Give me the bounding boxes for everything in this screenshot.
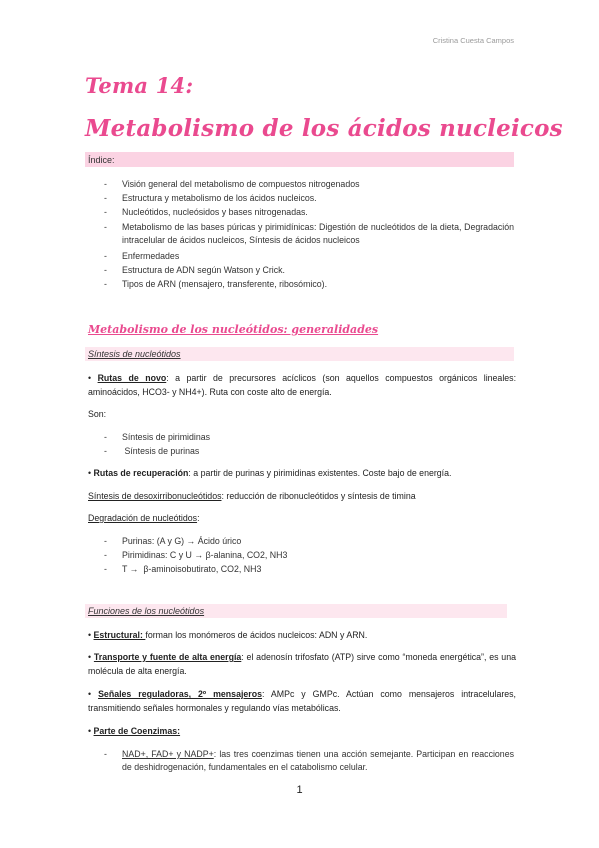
- desoxi-label: Síntesis de desoxirribonucleótidos: [88, 491, 222, 501]
- rutas-novo-text: : a partir de precursores acíclicos (son aquellos compuestos orgánicos lineales: aminoácidos, HCO3- y NH4+). Ruta con coste alto de energía.: [88, 373, 517, 397]
- index-band: [85, 152, 514, 167]
- list-dash: -: [104, 536, 107, 546]
- estructural-text: forman los monómeros de ácidos nucleicos: ADN y ARN.: [145, 630, 368, 640]
- paragraph-transporte: [88, 651, 516, 678]
- degradacion-colon: :: [197, 513, 200, 523]
- paragraph-rutas-recuperacion: [88, 467, 516, 481]
- transporte-label: Transporte y fuente de alta energía: [93, 652, 242, 662]
- list-dash: -: [104, 550, 107, 560]
- list-dash: -: [104, 446, 107, 456]
- list-dash: -: [104, 193, 107, 203]
- degradacion-label: Degradación de nucleótidos: [88, 513, 198, 523]
- list-item: Tipos de ARN (mensajero, transferente, ribosómico).: [122, 279, 328, 289]
- page-number: 1: [296, 784, 303, 796]
- list-item: Nucleótidos, nucleósidos y bases nitrogenadas.: [122, 207, 308, 217]
- section-title-metabolismo: Metabolismo de los nucleótidos: generalidades: [88, 323, 379, 336]
- rutas-rec-text: : a partir de purinas y pirimidinas existentes. Coste bajo de energía.: [188, 468, 452, 478]
- desoxi-text: : reducción de ribonucleótidos y síntesis de timina: [221, 491, 416, 501]
- list-item: Pirimidinas: C y U → β-alanina, CO2, NH3: [122, 550, 288, 560]
- list-item: Visión general del metabolismo de compuestos nitrogenados: [122, 179, 360, 189]
- bullet: •: [88, 468, 92, 478]
- senales-label: Señales reguladoras, 2º mensajeros: [98, 689, 262, 699]
- list-dash: -: [104, 251, 107, 261]
- list-dash: -: [104, 207, 107, 217]
- list-dash: -: [104, 432, 107, 442]
- bullet: •: [88, 652, 92, 662]
- list-item: Síntesis de pirimidinas: [122, 432, 211, 442]
- estructural-label: Estructural:: [93, 630, 146, 640]
- paragraph-senales: [88, 688, 516, 715]
- bullet: •: [88, 630, 92, 640]
- rutas-novo-label: Rutas de novo: [97, 373, 167, 383]
- paragraph-degradacion: [88, 512, 516, 526]
- list-item: Estructura de ADN según Watson y Crick.: [122, 265, 285, 275]
- subsection-label-funciones: Funciones de los nucleótidos: [88, 606, 205, 616]
- list-item: Estructura y metabolismo de los ácidos nucleicos.: [122, 193, 317, 203]
- rutas-rec-label: Rutas de recuperación: [93, 468, 189, 478]
- list-dash: -: [104, 265, 107, 275]
- list-dash: -: [104, 179, 107, 189]
- coenzimas-label: Parte de Coenzimas:: [93, 726, 181, 736]
- list-dash: -: [104, 749, 107, 759]
- paragraph-son: Son:: [88, 409, 107, 419]
- list-item: Síntesis de purinas: [122, 446, 200, 456]
- title-line-1: Tema 14:: [85, 73, 194, 98]
- list-item: T → β-aminoisobutirato, CO2, NH3: [122, 564, 262, 574]
- coenzimas-item-text: : las tres coenzimas tienen una acción semejante. Participan en reacciones de deshidrogenación, fundamentales en el catabolismo celular.: [122, 749, 514, 772]
- subsection-label-sintesis: Síntesis de nucleótidos: [88, 349, 181, 359]
- list-item: Purinas: (A y G) → Ácido úrico: [122, 536, 242, 546]
- transporte-text: : el adenosín trifosfato (ATP) sirve como “moneda energética”, es una molécula de alta energía.: [88, 652, 516, 676]
- author-name: Cristina Cuesta Campos: [432, 36, 514, 45]
- paragraph-desoxi: [88, 490, 516, 504]
- list-dash: -: [104, 564, 107, 574]
- bullet: •: [88, 726, 92, 736]
- list-dash: -: [104, 279, 107, 289]
- senales-text: : AMPc y GMPc. Actúan como mensajeros intracelulares, transmitiendo señales hormonales y regulando vías metabólicas.: [88, 689, 517, 713]
- paragraph-coenzimas: [88, 725, 516, 739]
- list-item: Metabolismo de las bases púricas y pirimidínicas: Digestión de nucleótidos de la dieta, Degradación intracelular de ácidos nucleicos, Síntesis de ácidos nucleicos: [122, 222, 514, 245]
- bullet: •: [88, 373, 92, 383]
- bullet: •: [88, 689, 92, 699]
- index-label: Índice:: [88, 155, 115, 165]
- list-dash: -: [104, 222, 107, 232]
- paragraph-estructural: [88, 629, 516, 643]
- list-item-coenzimas: [122, 748, 514, 774]
- coenzimas-item-label: NAD+, FAD+ y NADP+: [122, 749, 214, 759]
- title-line-2: Metabolismo de los ácidos nucleicos: [85, 115, 563, 142]
- paragraph-rutas-novo: [88, 372, 516, 399]
- list-item: Enfermedades: [122, 251, 180, 261]
